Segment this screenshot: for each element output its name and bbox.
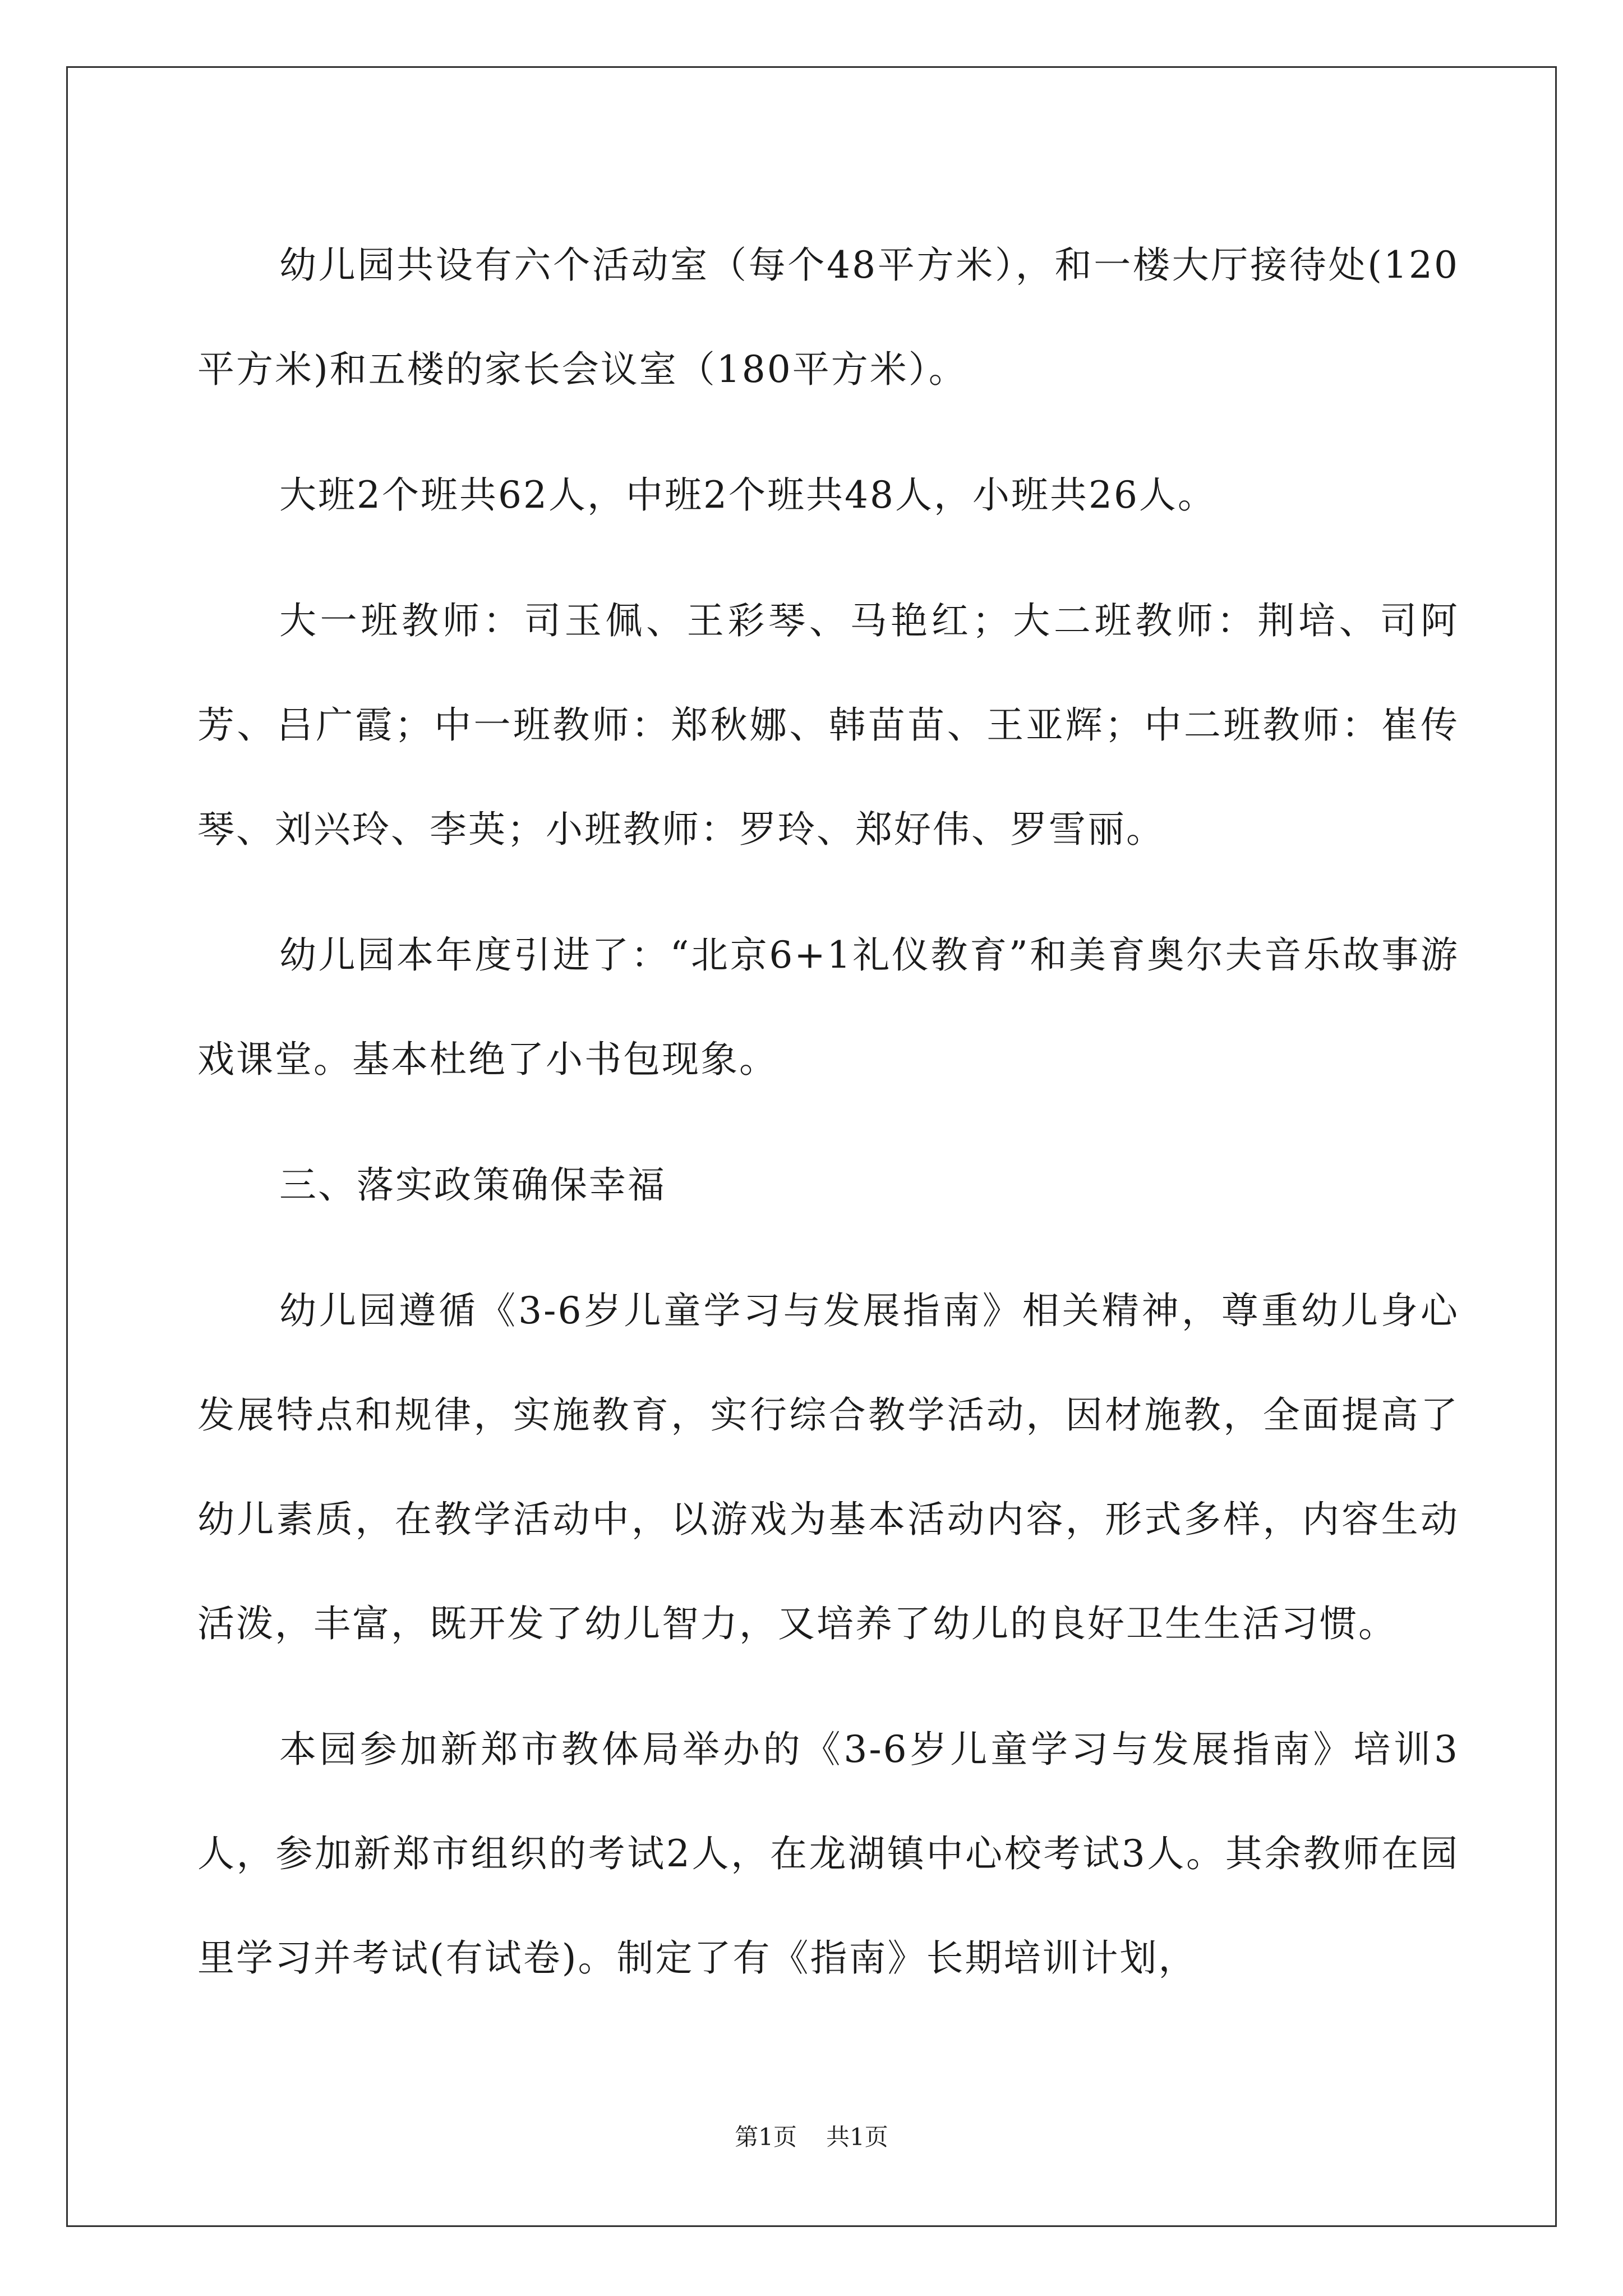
page-footer (0, 2120, 1623, 2154)
paragraph-curriculum: 幼儿园本年度引进了：“北京6+1礼仪教育”和美育奥尔夫音乐故事游戏课堂。基本杜绝了小书包现象。 (197, 933, 1459, 1081)
page-total: 共1页 (826, 2123, 888, 2151)
section-heading: 三、落实政策确保幸福 (279, 1163, 666, 1207)
paragraph-guidelines: 幼儿园遵循《3-6岁儿童学习与发展指南》相关精神，尊重幼儿身心发展特点和规律，实施教育，实行综合教学活动，因材施教，全面提高了幼儿素质，在教学活动中，以游戏为基本活动内容，形式多样，内容生动活泼，丰富，既开发了幼儿智力，又培养了幼儿的良好卫生生活习惯。 (197, 1289, 1459, 1645)
paragraph-training: 本园参加新郑市教体局举办的《3-6岁儿童学习与发展指南》培训3人，参加新郑市组织的考试2人，在龙湖镇中心校考试3人。其余教师在园里学习并考试(有试卷)。制定了有《指南》长期培训计划， (197, 1728, 1459, 1980)
document-body (197, 213, 1459, 2032)
paragraph-class-sizes: 大班2个班共62人，中班2个班共48人，小班共26人。 (279, 473, 1216, 517)
paragraph-teachers: 大一班教师：司玉佩、王彩琴、马艳红；大二班教师：荆培、司阿芳、吕广霞；中一班教师：郑秋娜、韩苗苗、王亚辉；中二班教师：崔传琴、刘兴玲、李英；小班教师：罗玲、郑好伟、罗雪丽。 (197, 599, 1459, 851)
page-number: 第1页 (735, 2123, 797, 2151)
paragraph-facilities: 幼儿园共设有六个活动室（每个48平方米），和一楼大厅接待处(120平方米)和五楼的家长会议室（180平方米）。 (197, 243, 1459, 391)
